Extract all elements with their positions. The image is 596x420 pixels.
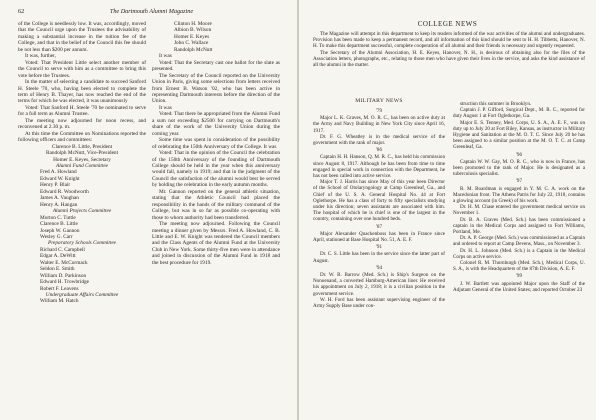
committee-title: Undergraduate Affairs Committee xyxy=(45,292,119,299)
running-title: The Dartmouth Alumni Magazine xyxy=(109,8,194,15)
news-item: Dr. B. A. Graves (Med. Sch.) has been commissioned a captain in the Medical Corps and assigned to Fort Williams, Portland, Me. xyxy=(453,216,585,236)
paragraph: Voted: That Sanford H. Steele '70 be nominated to serve for a full term as Alumni Trustee. xyxy=(18,104,146,118)
news-item: Major L. K. Graves, M. O. R. C., has been on active duty at the Army and Navy Building in New York City since April 16, 1917. xyxy=(313,115,445,134)
news-item: Captain H. H. Hanson, Q. M. R. C., has held his commission since August 8, 1917. Although he has been from time to time engaged in special work in connection with the Department, he has not been called into active service. xyxy=(313,154,445,180)
member-name: William D. Parkinson xyxy=(40,272,87,279)
paragraph: It was xyxy=(159,104,172,111)
paragraph: Mr. Gannon reported on the general athletic situation, stating that the Athletic Council had placed the responsibility in the hands of the military command of the College, but was in so far as possible co-operating with those to whom authority had been transferred. xyxy=(152,188,280,221)
left-column-2 xyxy=(152,21,280,266)
officer-name: Clarence B. Little, President xyxy=(51,143,113,150)
news-item: Major T. J. Harris has since May of this year been Director of the School of Otolaryngology at Camp Greenleaf, Ga., and Chief of the U. S. A. General Hospital No. 44 at Fort Oglethorpe. He has a class of forty to fifty specialists studying under his direction; seven assistants are associated with him. The hospital of which he is chief is one of the largest in the country, containing over one hundred beds. xyxy=(313,179,445,223)
news-item: Colonel R. M. Thornburgh (Med. Sch.), Medical Corps, U. S. A., is with the Headquarters of the 87th Division, A. E. F. xyxy=(453,260,585,273)
officer-name: Homer E. Keyes, Secretary xyxy=(53,156,111,163)
member-name: William M. Hatch xyxy=(40,298,79,305)
member-name: Henry A. Hangan xyxy=(40,201,78,208)
news-item: Dr. C. S. Little has been in the service since the latter part of August. xyxy=(313,251,445,264)
class-year-heading: '87 xyxy=(375,223,382,230)
paragraph: The Secretary of the Alumni Association, H. E. Keyes, Hanover, N. H., is desirous of obtaining also for the files of the Association letters, photographs, etc., relating to those men who have given their lives in the service, and asks the kind assistance of all the alumni in the matter. xyxy=(313,49,585,69)
member-name: Richard C. Campbell xyxy=(40,246,85,253)
member-name: Homer E. Keyes xyxy=(174,33,210,40)
news-item: R. M. Boardman is engaged in Y. M. C. A. work on the Macedonian front. The Athens Patris for July 22, 1918, contains a glowing account (in Greek) of his work. xyxy=(453,185,585,205)
news-item: J. W. Bartlett was appointed Major upon the Staff of the Adjutant General of the United States; and reported October 23 xyxy=(453,280,585,293)
member-name: Wesley G. Carr xyxy=(40,233,73,240)
class-year-heading: '79 xyxy=(375,108,382,114)
right-column-2 xyxy=(453,101,585,293)
member-name: James A. Vaughan xyxy=(40,195,79,202)
subsection-title: MILITARY NEWS xyxy=(355,98,403,104)
member-name: Randolph McNutt xyxy=(174,46,213,53)
member-name: Seldon E. Smith xyxy=(40,266,75,273)
paragraph: It was xyxy=(159,53,172,60)
class-year-heading: '94 xyxy=(375,264,382,271)
paragraph: In the matter of selecting a candidate to succeed Sanford H. Steele '70, who, having been elected to complete the term of Henry B. Thayer, has now reached the end of the terms for which he was elected, it was unanimously xyxy=(18,79,146,105)
member-name: Edward W. Knight xyxy=(40,175,80,182)
paragraph: The Secretary of the Council reported on the University Union in Paris, giving some selections from letters received from Ernest B. Watson '02, who has been active in representing Dartmouth interests before the direction of the Union. xyxy=(152,72,280,105)
left-page-header xyxy=(18,7,285,17)
paragraph: of the College is needlessly low. It was, accordingly, moved that the Council urge upon the Trustees the advisability of making a substantial increase in the tuition fee of the College, and that in the belief of the Council this fee should be not less than $200 per annum. xyxy=(18,21,146,53)
member-name: Edgar A. DeWitt xyxy=(40,253,76,260)
news-item: Dr. F. G. Wheatley is in the medical service of the government with the rank of major. xyxy=(313,133,445,147)
paragraph: The Magazine will attempt in this department to keep its readers informed of the war activities of the alumni and undergraduates. Provision has been made to keep a permanent record, and all information of this kind should be sent to H. H. Tibbetts, Hanover, N. H. To make this department successful, complete cooperation of all alumni and their friends is necessary and urgently requested. xyxy=(313,31,585,50)
committee-title: Alumni Fund Committee xyxy=(55,162,109,169)
officer-name: Randolph McNutt, Vice-President xyxy=(45,150,119,157)
committee-title: Alumni Projects Committee xyxy=(52,208,112,215)
member-name: Fred A. Howland xyxy=(40,169,77,176)
news-item: W. H. Ford has been assistant supervising engineer of the Army Supply Base under con- xyxy=(313,296,445,310)
news-item: Dr. W. B. Barrow (Med. Sch.) is Ship's Surgeon on the Nonoenand, a converted Hamburg-American liner. He received his appointment on July 2, 1918; it is a civilian position in the government service. xyxy=(313,272,445,297)
paragraph: Voted: That President Little select another member of the Council to serve with him as a committee to bring this vote before the Trustees. xyxy=(18,59,146,79)
member-name: Joseph W. Gannon xyxy=(40,227,80,234)
paragraph: At this time the Committee on Nominations reported the following officers and committees: xyxy=(18,130,146,144)
page-number: 62 xyxy=(18,8,25,15)
paragraph: The meeting now adjourned. Following the Council meeting a dinner given by Messrs. Fred A. Howland, C. B. Little and E. W. Knight was tendered the Council members and the Class Agents of the Alumni Fund at the University Club in New York. Some thirty-five men were in attendance and joined in discussion of the Alumni Fund in 1918 and the best procedure for 1919. xyxy=(152,221,280,266)
member-name: Edward H. Trowbridge xyxy=(40,279,89,286)
news-item: Major E. S. Tenney, Med. Corps, U. S. A., A. E. F., was on duty up to July 20 at Fort Riley, Kansas, as instructor in Military Hygiene and Sanitation at the M. O. T. C. Since July 20 he has been assigned to a similar position at the M. O. T. C. at Camp Greenleaf, Ga. xyxy=(453,119,585,151)
member-name: Walter E. McCormack xyxy=(40,259,88,266)
member-name: Henry P. Blair xyxy=(40,182,71,189)
member-name: John C. Wallace xyxy=(174,40,209,47)
news-item: Dr. A. P. George (Med. Sch.) was commissioned as a Captain and ordered to report at Camp Devens, Mass., on November 3. xyxy=(453,235,585,248)
news-item: Captain W. W. Gay, M. O. R. C., who is now in France, has been promoted to the rank of Major. He is designated as a tuberculosis specialist. xyxy=(453,158,585,178)
committee-title: Preparatory Schools Committee xyxy=(47,240,117,247)
right-page xyxy=(299,0,596,420)
paragraph: Voted: That the Secretary cast one ballot for the slate as presented. xyxy=(152,59,280,73)
paragraph: It was, further, xyxy=(25,53,56,60)
member-name: Albion B. Wilson xyxy=(174,27,212,34)
member-name: Morton C. Tuttle xyxy=(40,214,76,221)
news-item: Dr. H. L. Johnson (Med. Sch.) is a Captain in the Medical Corps on active service. xyxy=(453,247,585,260)
left-column-1 xyxy=(18,21,146,305)
right-column-1 xyxy=(313,107,445,309)
member-name: Robert F. Leavens xyxy=(40,285,79,292)
news-item: Dr. H. M. Chase entered the government medical service on November 1. xyxy=(453,204,585,217)
class-year-heading: '99 xyxy=(515,273,522,280)
member-name: Clarence B. Little xyxy=(40,221,78,228)
paragraph: Voted: That in the opinion of the Council the celebration of the 150th Anniversary of the founding of Dartmouth College should be held in the year when this anniversary would fall, namely in 1919; and that in the judgment of the Council the satisfaction of the alumni would best be served by holding the celebration in the early autumn months. xyxy=(152,150,280,189)
member-name: Edward R. Woodworth xyxy=(40,188,89,195)
member-name: Clinton H. Moore xyxy=(174,21,212,27)
left-page xyxy=(0,0,297,420)
paragraph: Some time was spent in consideration of the possibility of celebrating the 150th Anniversary of the College. It was xyxy=(152,137,280,150)
news-item: Captain J. P. Gifford, Surgical Dept., M. R. C., reported for duty August 1 at Fort Oglethorpe, Ga. xyxy=(453,107,585,120)
intro-text xyxy=(313,31,585,68)
paragraph: Voted: That there be appropriated from the Alumni Fund a sum not exceeding $2500 for carrying on Dartmouth's share of the work of the University Union during the coming year. xyxy=(152,111,280,137)
class-year-heading: '86 xyxy=(375,147,382,154)
news-item: struction this summer in Brooklyn. xyxy=(460,101,532,107)
class-year-heading: '96 xyxy=(515,151,522,158)
section-title: COLLEGE NEWS xyxy=(417,20,478,28)
class-year-heading: '91 xyxy=(375,244,382,251)
paragraph: The meeting now adjourned for noon recess, and reconvened at 2.30 p. m. xyxy=(18,117,146,131)
news-item: Major Alexander Quackenboss has been in France since April, stationed at Base Hospital No. 51, A. E. F. xyxy=(313,230,445,244)
class-year-heading: '97 xyxy=(515,178,522,185)
